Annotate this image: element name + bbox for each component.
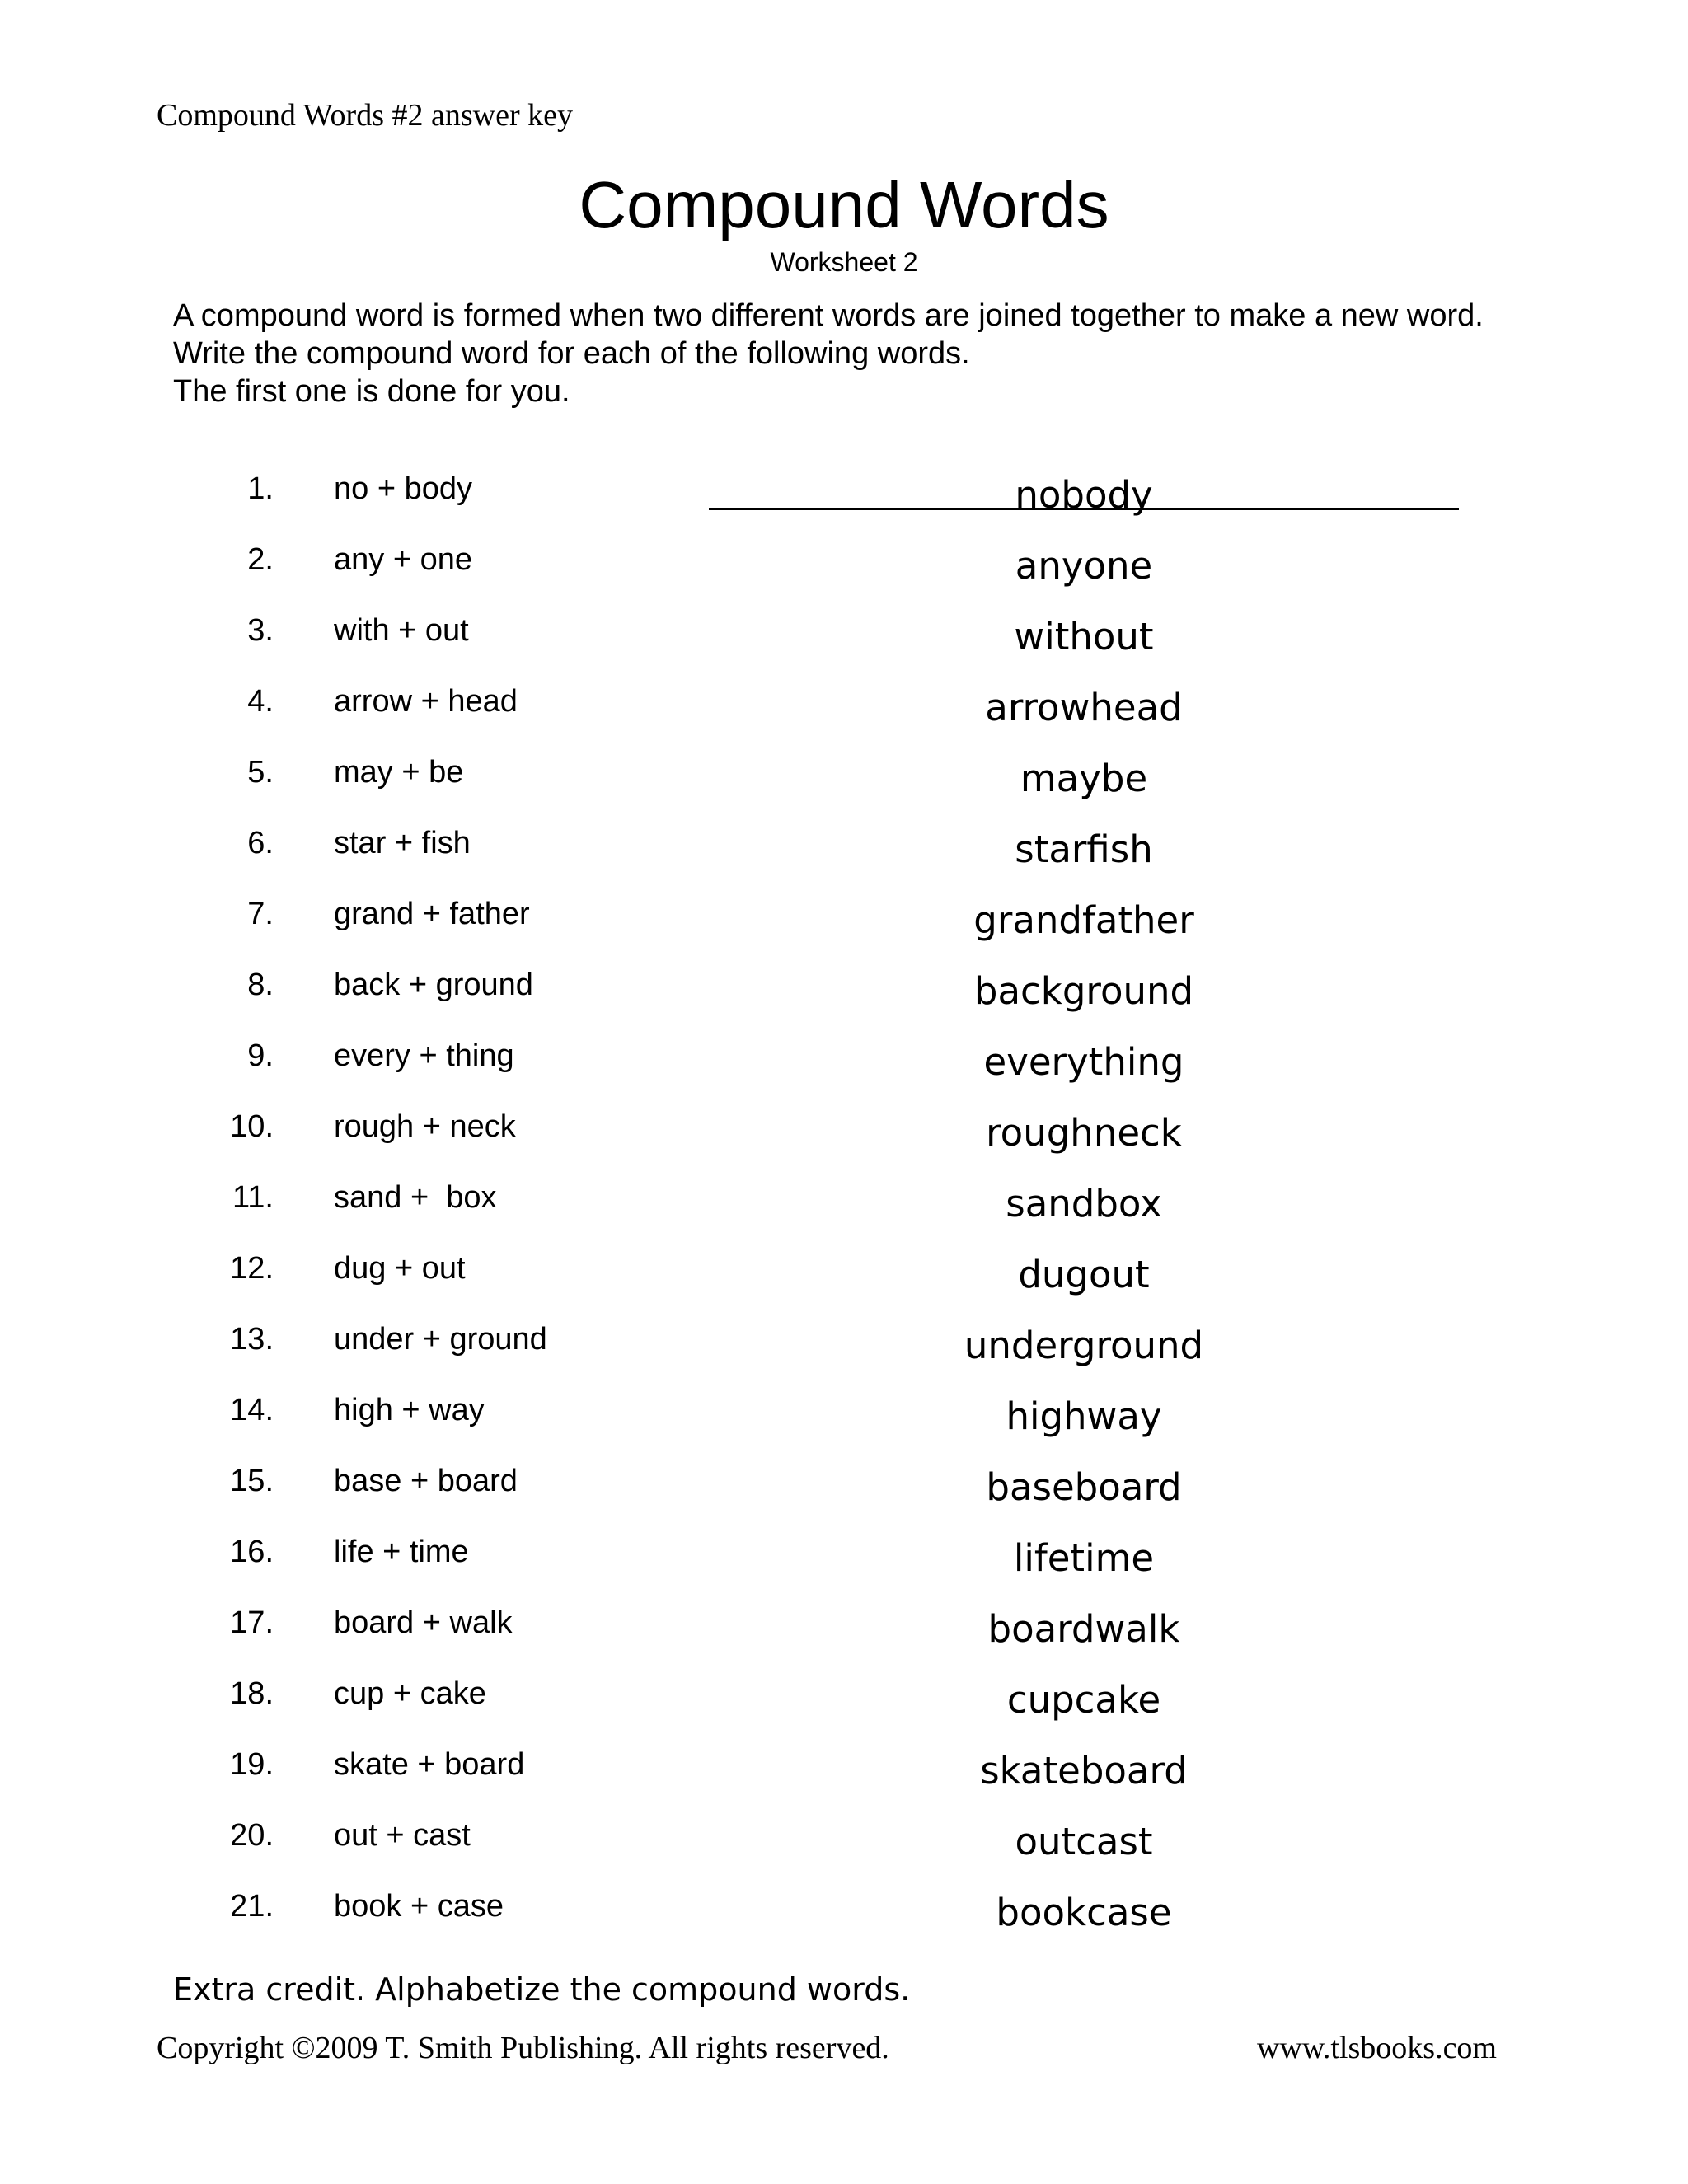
item-number: 16.	[230, 1535, 274, 1569]
compound-answer: grandfather	[973, 898, 1194, 942]
word-parts: under + ground	[334, 1322, 547, 1357]
item-number: 8.	[247, 968, 274, 1002]
item-number: 21.	[230, 1889, 274, 1924]
item-number: 9.	[247, 1038, 274, 1073]
answer-key-note: Compound Words #2 answer key	[157, 98, 573, 133]
page-title: Compound Words	[579, 168, 1109, 241]
item-number: 3.	[247, 613, 274, 648]
item-number: 19.	[230, 1747, 274, 1782]
list-item	[0, 888, 1688, 959]
list-item	[0, 534, 1688, 605]
instructions	[173, 297, 1492, 410]
website-link[interactable]: www.tlsbooks.com	[1257, 2031, 1497, 2065]
compound-answer: maybe	[1020, 757, 1148, 800]
list-item	[0, 463, 1688, 534]
instruction-definition: A compound word is formed when two different words are joined together to make a new word.	[173, 298, 1484, 333]
list-item	[0, 1455, 1688, 1526]
word-parts: rough + neck	[334, 1109, 516, 1144]
list-item	[0, 747, 1688, 818]
page-subtitle: Worksheet 2	[770, 247, 918, 277]
item-number: 18.	[230, 1676, 274, 1711]
list-item	[0, 1101, 1688, 1172]
item-number: 4.	[247, 684, 274, 719]
item-number: 14.	[230, 1393, 274, 1427]
compound-answer: boardwalk	[987, 1607, 1180, 1651]
word-parts: grand + father	[334, 897, 530, 931]
compound-answer: dugout	[1018, 1253, 1150, 1296]
compound-answer: background	[973, 969, 1194, 1013]
word-parts: out + cast	[334, 1818, 471, 1853]
list-item	[0, 1526, 1688, 1597]
list-item	[0, 1314, 1688, 1385]
compound-answer: roughneck	[986, 1111, 1182, 1155]
word-parts: cup + cake	[334, 1676, 486, 1711]
word-parts: star + fish	[334, 826, 471, 860]
list-item	[0, 818, 1688, 888]
list-item	[0, 1881, 1688, 1952]
copyright-notice: Copyright ©2009 T. Smith Publishing. All rights reserved.	[157, 2031, 889, 2065]
compound-answer: outcast	[1015, 1820, 1153, 1863]
list-item	[0, 1668, 1688, 1739]
list-item	[0, 676, 1688, 747]
compound-answer: lifetime	[1013, 1536, 1155, 1580]
instruction-task: Write the compound word for each of the following words.	[173, 336, 970, 371]
word-parts: dug + out	[334, 1251, 466, 1286]
compound-answer: anyone	[1015, 544, 1153, 588]
compound-answer: bookcase	[996, 1891, 1172, 1934]
item-number: 7.	[247, 897, 274, 931]
list-item	[0, 1385, 1688, 1455]
compound-answer: highway	[1006, 1394, 1162, 1438]
word-parts: no + body	[334, 471, 472, 506]
compound-answer: nobody	[1015, 473, 1153, 517]
word-parts: any + one	[334, 542, 472, 577]
word-parts: back + ground	[334, 968, 533, 1002]
compound-answer: skateboard	[980, 1749, 1188, 1793]
instruction-example-note: The first one is done for you.	[173, 374, 570, 409]
item-number: 10.	[230, 1109, 274, 1144]
list-item	[0, 1597, 1688, 1668]
list-item	[0, 1030, 1688, 1101]
word-parts: with + out	[334, 613, 469, 648]
item-number: 1.	[247, 471, 274, 506]
word-parts: may + be	[334, 755, 464, 790]
word-parts: sand + box	[334, 1180, 497, 1215]
compound-answer: baseboard	[986, 1465, 1182, 1509]
word-parts: high + way	[334, 1393, 485, 1427]
item-number: 5.	[247, 755, 274, 790]
item-number: 11.	[232, 1180, 274, 1215]
compound-answer: cupcake	[1006, 1678, 1161, 1722]
compound-answer: starfish	[1015, 827, 1153, 871]
list-item	[0, 1172, 1688, 1243]
item-number: 13.	[230, 1322, 274, 1357]
compound-answer: without	[1014, 615, 1154, 658]
item-number: 15.	[230, 1464, 274, 1498]
extra-credit-note: Extra credit. Alphabetize the compound words.	[173, 1971, 911, 2008]
word-parts: base + board	[334, 1464, 518, 1498]
word-parts: arrow + head	[334, 684, 518, 719]
item-number: 20.	[230, 1818, 274, 1853]
item-number: 12.	[230, 1251, 274, 1286]
list-item	[0, 1243, 1688, 1314]
item-number: 6.	[247, 826, 274, 860]
item-number: 2.	[247, 542, 274, 577]
compound-answer: arrowhead	[985, 686, 1183, 729]
word-list	[0, 463, 1688, 1952]
compound-answer: underground	[964, 1324, 1204, 1367]
item-number: 17.	[230, 1605, 274, 1640]
word-parts: board + walk	[334, 1605, 513, 1640]
compound-answer: sandbox	[1006, 1182, 1162, 1226]
word-parts: book + case	[334, 1889, 504, 1924]
list-item	[0, 605, 1688, 676]
list-item	[0, 1810, 1688, 1881]
word-parts: every + thing	[334, 1038, 514, 1073]
word-parts: life + time	[334, 1535, 469, 1569]
list-item	[0, 959, 1688, 1030]
compound-answer: everything	[983, 1040, 1184, 1084]
list-item	[0, 1739, 1688, 1810]
word-parts: skate + board	[334, 1747, 525, 1782]
